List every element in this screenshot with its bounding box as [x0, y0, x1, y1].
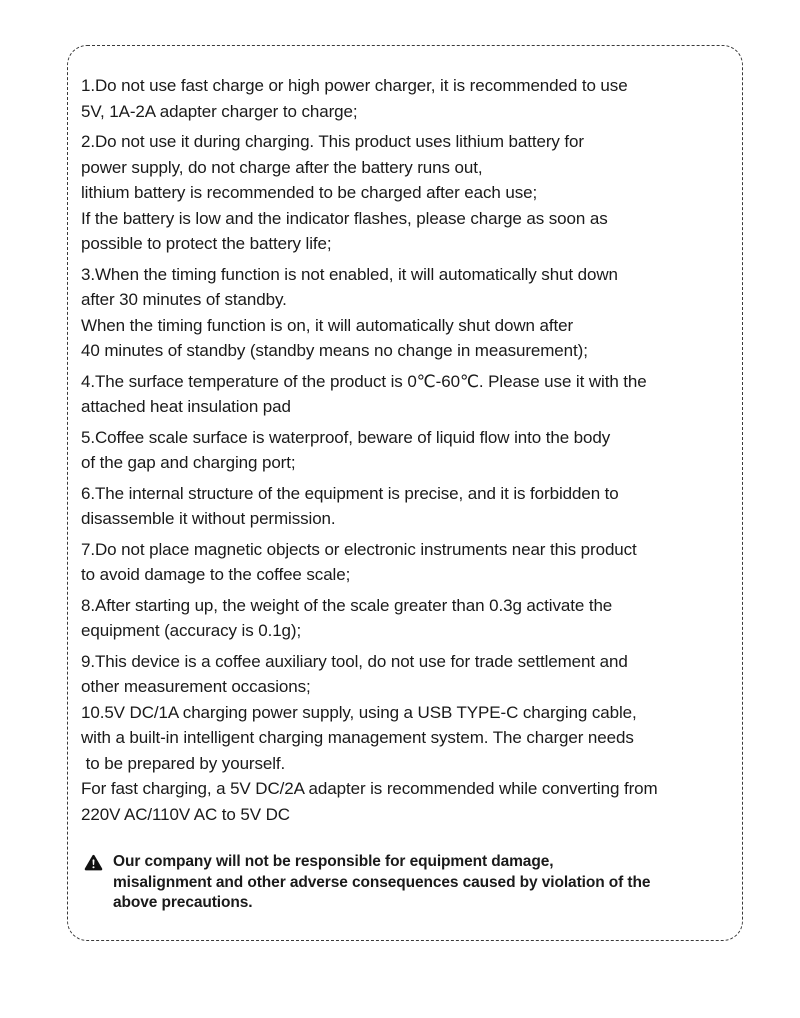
precaution-item-2	[81, 129, 732, 257]
precaution-line: 7.Do not place magnetic objects or electronic instruments near this product	[81, 539, 637, 559]
precaution-line: For fast charging, a 5V DC/2A adapter is recommended while converting from	[81, 779, 658, 798]
precaution-item-9-10	[81, 649, 732, 828]
liability-warning-text	[113, 852, 650, 914]
precaution-line: lithium battery is recommended to be charged after each use;	[81, 183, 538, 202]
precaution-item-4	[81, 369, 732, 420]
precaution-item-7	[81, 537, 732, 588]
precaution-line: 220V AC/110V AC to 5V DC	[81, 804, 290, 824]
precaution-item-5	[81, 425, 732, 476]
precaution-line: 6.The internal structure of the equipment is precise, and it is forbidden to	[81, 483, 619, 503]
precaution-line: If the battery is low and the indicator flashes, please charge as soon as	[81, 208, 608, 228]
precaution-line: other measurement occasions;	[81, 677, 311, 696]
liability-warning	[84, 852, 732, 914]
warning-line: misalignment and other adverse consequences caused by violation of the	[113, 873, 651, 891]
precaution-line: 1.Do not use fast charge or high power charger, it is recommended to use	[81, 76, 628, 95]
warning-triangle-icon	[84, 853, 103, 872]
warning-line: Our company will not be responsible for equipment damage,	[113, 853, 554, 870]
precaution-line: of the gap and charging port;	[81, 453, 296, 472]
precaution-line: 5.Coffee scale surface is waterproof, beware of liquid flow into the body	[81, 427, 611, 447]
precaution-line: with a built-in intelligent charging management system. The charger needs	[81, 728, 634, 747]
precaution-line: 10.5V DC/1A charging power supply, using a USB TYPE-C charging cable,	[81, 702, 637, 722]
precaution-line: attached heat insulation pad	[81, 397, 291, 416]
precaution-line: 40 minutes of standby (standby means no change in measurement);	[81, 341, 588, 360]
precaution-item-3	[81, 262, 732, 364]
precaution-item-1	[81, 73, 732, 124]
precaution-line: possible to protect the battery life;	[81, 234, 332, 253]
precaution-line: to be prepared by yourself.	[81, 753, 286, 773]
precaution-line: When the timing function is on, it will automatically shut down after	[81, 315, 574, 335]
precaution-item-6	[81, 481, 732, 532]
precaution-line: equipment (accuracy is 0.1g);	[81, 621, 302, 640]
precaution-line: 9.This device is a coffee auxiliary tool, do not use for trade settlement and	[81, 651, 628, 671]
precaution-line: 5V, 1A-2A adapter charger to charge;	[81, 101, 358, 121]
precaution-line: 2.Do not use it during charging. This product uses lithium battery for	[81, 132, 584, 151]
precaution-line: 4.The surface temperature of the product is 0℃-60℃. Please use it with the	[81, 371, 647, 391]
precaution-line: disassemble it without permission.	[81, 509, 336, 528]
precautions-box	[67, 45, 743, 941]
precaution-line: 3.When the timing function is not enabled, it will automatically shut down	[81, 264, 618, 284]
precaution-line: to avoid damage to the coffee scale;	[81, 565, 351, 584]
precaution-line: after 30 minutes of standby.	[81, 290, 287, 309]
warning-line: above precautions.	[113, 894, 253, 911]
precaution-item-8	[81, 593, 732, 644]
precaution-line: power supply, do not charge after the battery runs out,	[81, 157, 483, 177]
precaution-line: 8.After starting up, the weight of the scale greater than 0.3g activate the	[81, 595, 613, 615]
